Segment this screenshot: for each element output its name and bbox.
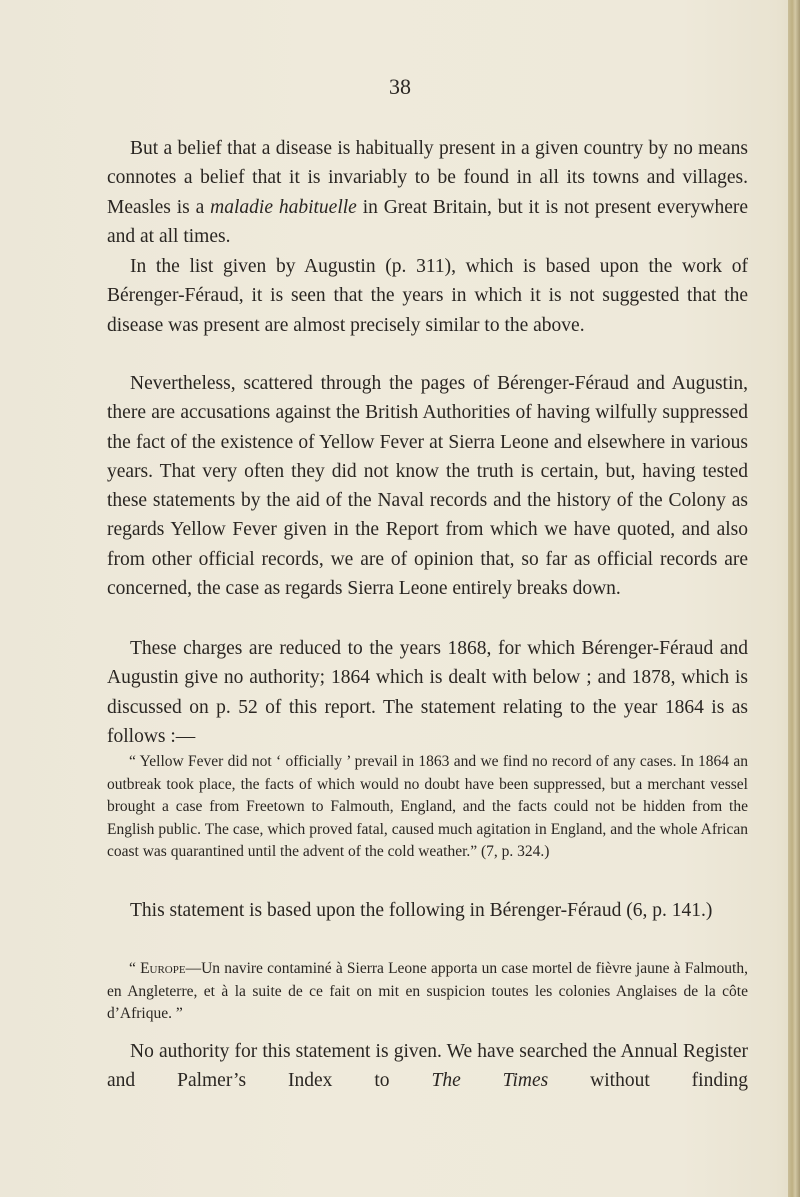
quote-2-open: “ bbox=[129, 960, 141, 977]
quote-block-2 bbox=[107, 958, 748, 1026]
paragraph-1-text-b: in Great Britain, but it is not present everywhere and at all times. bbox=[107, 196, 749, 247]
quote-2-text: —Un navire contaminé à Sierra Leone apporta un case mortel de fièvre jaune à Falmouth, en Angleterre, et à la suite de ce fait on mit en suspicion toutes les colonies Anglaises de la côte d’Afrique. ” bbox=[107, 960, 748, 1023]
page-edge bbox=[788, 0, 800, 1197]
paragraph-1-italic-term: maladie habituelle bbox=[210, 196, 357, 218]
paragraph-5: This statement is based upon the following in Bérenger-Féraud (6, p. 141.) bbox=[130, 900, 713, 921]
paragraph-6-italic-title: The Times bbox=[431, 1070, 549, 1092]
quote-block-1: “ Yellow Fever did not ‘ officially ’ prevail in 1863 and we find no record of any cases. In 1864 an outbreak took place, the facts of which would no doubt have been suppressed, but a merchant vessel brought a case from Freetown to Falmouth, England, and the facts could not be hidden from the English public. The case, which proved fatal, caused much agitation in England, and the whole African coast was quarantined until the advent of the cold weather.” (7, p. 324.) bbox=[107, 753, 748, 861]
paragraph-4: These charges are reduced to the years 1868, for which Bérenger-Féraud and Augustin give no authority; 1864 which is dealt with below ; and 1878, which is discussed on p. 52 of this report. The statement relating to the year 1864 is as follows :— bbox=[107, 638, 748, 747]
paragraph-6 bbox=[107, 1037, 748, 1096]
quote-2-small-caps: Europe bbox=[140, 960, 186, 977]
paragraph-3: Nevertheless, scattered through the pages of Bérenger-Féraud and Augustin, there are accusations against the British Authorities of having wilfully suppressed the fact of the existence of Yellow Fever at Sierra Leone and elsewhere in various years. That very often they did not know the truth is certain, but, having tested these statements by the aid of the Naval records and the history of the Colony as regards Yellow Fever given in the Report from which we have quoted, and also from other official records, we are of opinion that, so far as official records are concerned, the case as regards Sierra Leone entirely breaks down. bbox=[107, 373, 748, 600]
paragraph-6-text-b: without finding bbox=[548, 1070, 749, 1092]
paragraph-6-text-a: No authority for this statement is given. We have searched the Annual Register and Palmer’s Index to bbox=[107, 1041, 748, 1092]
page-number: 38 bbox=[389, 74, 411, 99]
paragraph-1-text-a: But a belief that a disease is habitually present in a given country by no means connotes a belief that it is invariably to be found in all its towns and villages. Measles is a bbox=[107, 138, 748, 218]
paragraph-1 bbox=[107, 134, 748, 251]
paragraph-2: In the list given by Augustin (p. 311), which is based upon the work of Bérenger-Féraud, it is seen that the years in which it is not suggested that the disease was present are almost precisely similar to the above. bbox=[107, 256, 748, 336]
